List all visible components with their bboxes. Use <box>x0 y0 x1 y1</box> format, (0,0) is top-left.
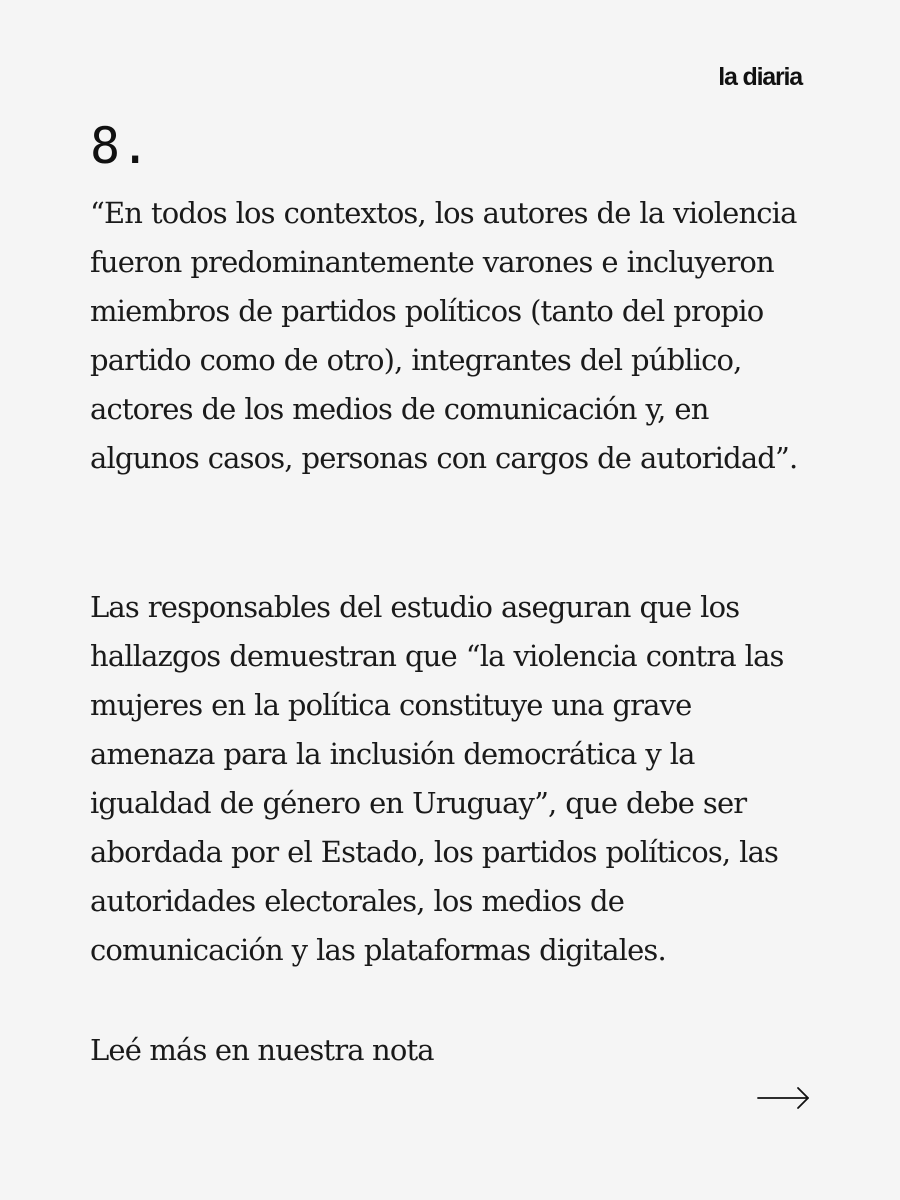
brand-logo: la diaria <box>718 63 802 91</box>
quote-text: “En todos los contextos, los autores de la violencia fueron predominantemente varones e incluyeron miembros de partidos políticos (tanto del propio partido como de otro), integrantes del público, actores de los medios de comunicación y, en algunos casos, personas con cargos de autoridad”. <box>90 196 798 475</box>
slide-number: 8. <box>90 117 151 175</box>
read-more-link[interactable]: Leé más en nuestra nota <box>90 1033 434 1067</box>
summary-text: Las responsables del estudio aseguran que los hallazgos demuestran que “la violencia contra las mujeres en la política constituye una grave amenaza para la inclusión democrática y la igualdad de género en Uruguay”, que debe ser abordada por el Estado, los partidos políticos, las autoridades electorales, los medios de comunicación y las plataformas digitales. <box>90 590 784 967</box>
arrow-right-icon[interactable] <box>756 1084 812 1112</box>
